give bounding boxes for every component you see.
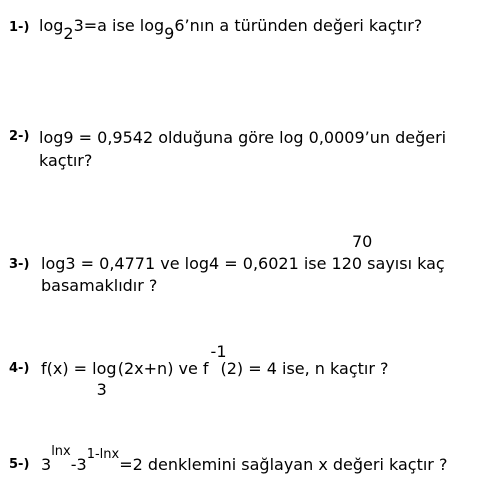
question-text-line-1: log3 = 0,4771 ve log4 = 0,6021 ise 120 sayısı kaç xyxy=(41,254,445,273)
argument-text: (2x+n) ve f xyxy=(117,359,209,378)
question-number: 5-) xyxy=(9,457,30,472)
question-text xyxy=(41,444,448,474)
base-three: 3 xyxy=(41,455,52,474)
question-text xyxy=(41,342,389,399)
exponent: lnx xyxy=(51,444,71,459)
question-number: 1-) xyxy=(9,20,30,35)
question-tail: 6’nın a türünden değeri kaçtır? xyxy=(174,16,423,35)
equation-text: 3=a ise log xyxy=(73,16,165,35)
log-base: 3 xyxy=(96,380,107,399)
inverse-exponent: -1 xyxy=(210,342,227,361)
function-text: f(x) = log xyxy=(41,359,117,378)
question-number: 2-) xyxy=(9,129,30,144)
exponent: 1-lnx xyxy=(86,447,120,462)
question-number: 4-) xyxy=(9,361,30,376)
question-tail: =2 denklemini sağlayan x değeri kaçtır ? xyxy=(119,455,448,474)
question-tail: (2) = 4 ise, n kaçtır ? xyxy=(220,359,389,378)
exponent: 70 xyxy=(352,232,373,251)
question-text-line-2: basamaklıdır ? xyxy=(41,276,158,295)
question-text-line-2: kaçtır? xyxy=(39,151,93,170)
question-text xyxy=(39,16,423,43)
minus-three: -3 xyxy=(70,455,87,474)
log-base: 9 xyxy=(164,24,175,43)
log-base: 2 xyxy=(63,24,74,43)
question-number: 3-) xyxy=(9,257,30,272)
log-text: log xyxy=(39,16,64,35)
question-text-line-1: log9 = 0,9542 olduğuna göre log 0,0009’un değeri xyxy=(39,128,447,147)
